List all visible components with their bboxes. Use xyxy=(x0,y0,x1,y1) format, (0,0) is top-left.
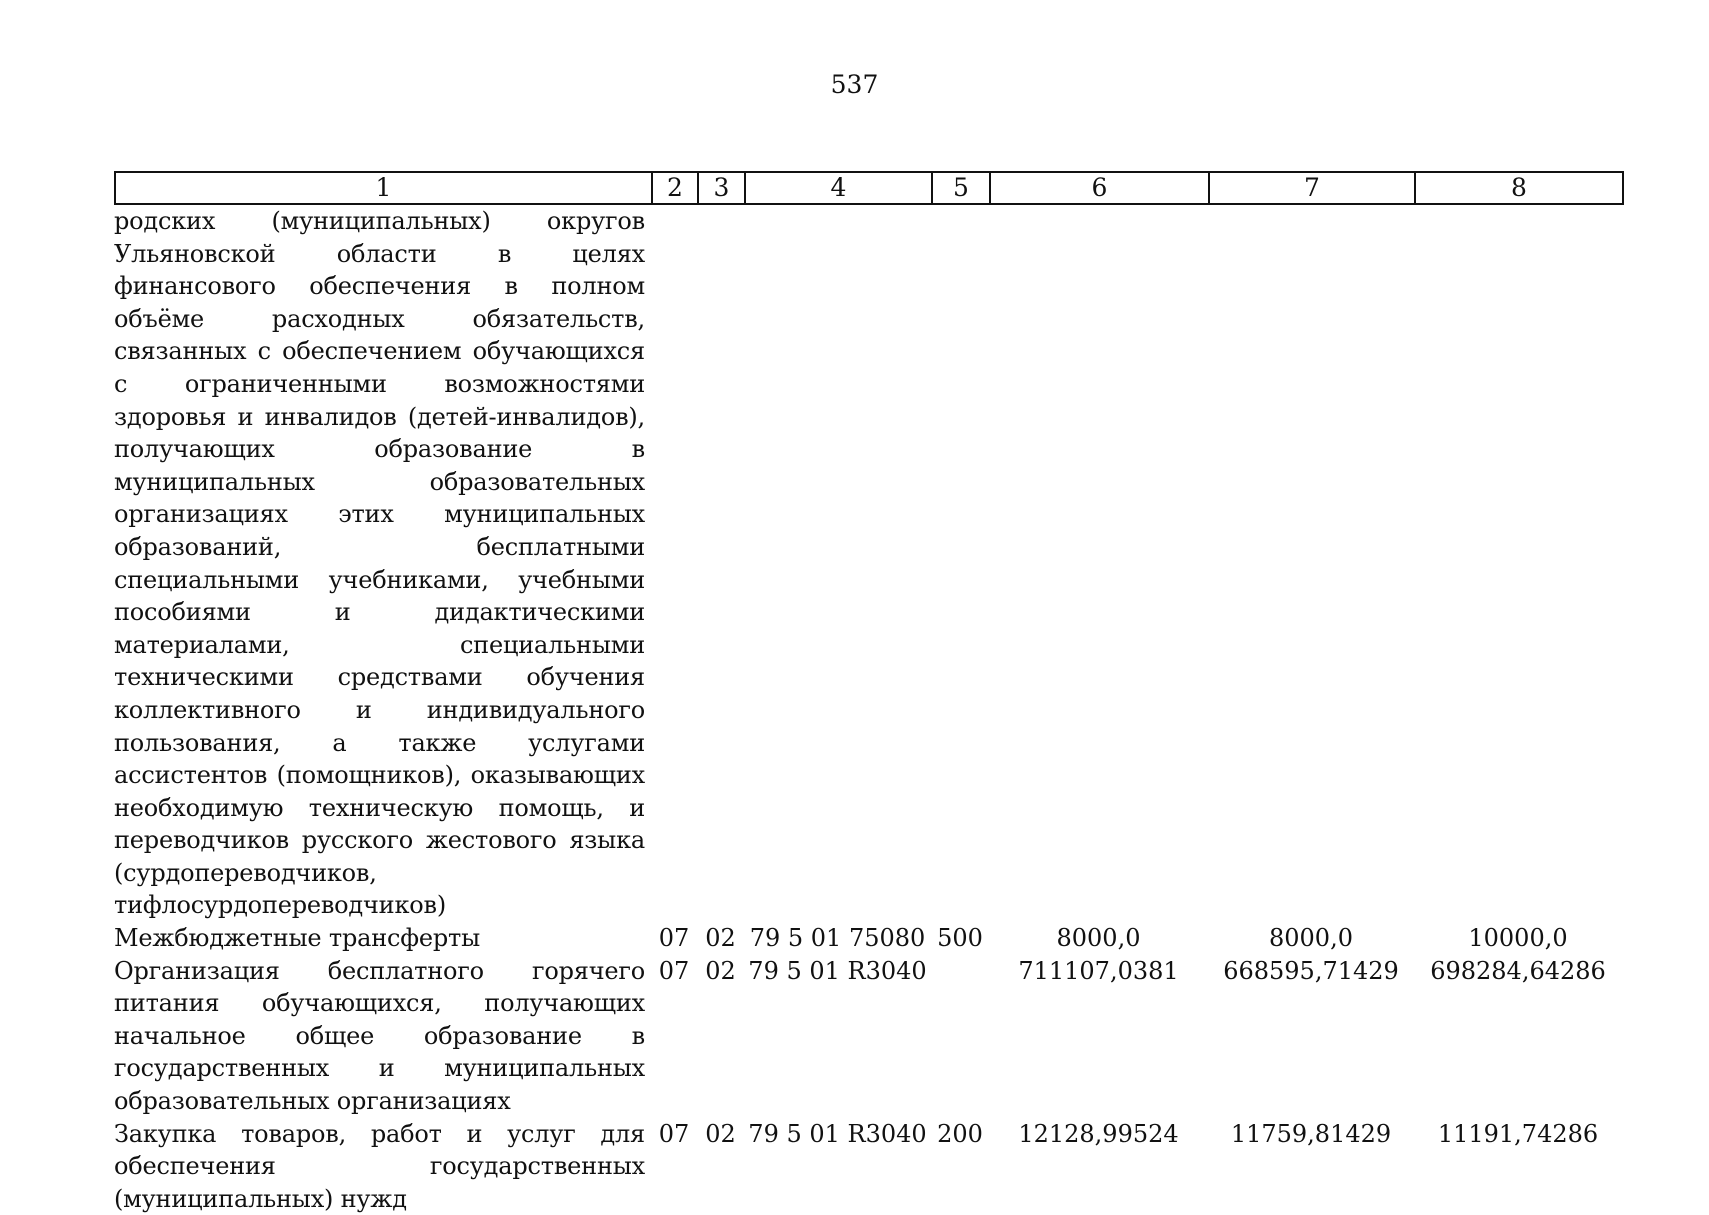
row-expense-type: 500 xyxy=(937,924,983,953)
row-target-code: 79 5 01 R3040 xyxy=(748,956,927,985)
row-name: Организация бесплатного горячего питания обучающихся, получающих начальное общее образование в государственных и муниципальных образовательных организациях xyxy=(114,956,645,1116)
row-subsection: 02 xyxy=(705,1119,736,1148)
header-col-8: 8 xyxy=(1415,172,1623,204)
row-expense-type: 200 xyxy=(937,1119,983,1148)
row-value-8: 10000,0 xyxy=(1468,924,1568,953)
row-subsection: 02 xyxy=(705,956,736,985)
table-header xyxy=(114,171,1624,205)
row-expense-type xyxy=(931,205,989,922)
row-target-code: 79 5 01 R3040 xyxy=(748,1119,927,1148)
header-col-6: 6 xyxy=(990,172,1209,204)
row-subsection: 02 xyxy=(705,924,736,953)
row-target-code xyxy=(744,205,931,922)
row-section: 07 xyxy=(658,1119,690,1148)
row-section xyxy=(651,205,697,922)
header-col-7: 7 xyxy=(1209,172,1415,204)
row-value-6: 8000,0 xyxy=(1056,924,1141,953)
row-section: 07 xyxy=(658,924,690,953)
row-value-6 xyxy=(989,205,1208,922)
row-value-6: 12128,99524 xyxy=(1018,1119,1179,1148)
table-row xyxy=(114,205,1622,922)
row-value-8: 11191,74286 xyxy=(1437,1119,1599,1148)
row-value-8: 698284,64286 xyxy=(1430,956,1606,985)
page-number: 537 xyxy=(830,70,879,99)
table-row xyxy=(114,1118,1622,1215)
header-row xyxy=(115,172,1623,204)
header-col-4: 4 xyxy=(745,172,932,204)
row-value-7: 11759,81429 xyxy=(1230,1119,1392,1148)
row-name: Межбюджетные трансферты xyxy=(114,924,480,953)
row-value-7: 668595,71429 xyxy=(1223,956,1399,985)
table-row xyxy=(114,955,1622,1118)
row-section: 07 xyxy=(658,956,690,985)
row-value-7 xyxy=(1208,205,1414,922)
row-value-6: 711107,0381 xyxy=(1018,956,1179,985)
row-target-code: 79 5 01 75080 xyxy=(749,924,926,953)
budget-table xyxy=(114,205,1622,1215)
row-expense-type xyxy=(931,955,989,1118)
row-value-8 xyxy=(1414,205,1622,922)
table-row xyxy=(114,922,1622,955)
row-value-7: 8000,0 xyxy=(1269,924,1353,953)
header-col-5: 5 xyxy=(932,172,990,204)
header-col-2: 2 xyxy=(652,172,698,204)
header-col-1: 1 xyxy=(115,172,652,204)
row-subsection xyxy=(697,205,744,922)
row-name: родских (муниципальных) округов Ульяновской области в целях финансового обеспечения в полном объёме расходных обязательств, связанных с обеспечением обучающихся с ограниченными возможностями здоровья и инвалидов (детей-инвалидов), получающих образование в муниципальных образовательных организациях этих муниципальных образований, бесплатными специальными учебниками, учебными пособиями и дидактическими материалами, специальными техническими средствами обучения коллективного и индивидуального пользования, а также услугами ассистентов (помощников), оказывающих необходимую техническую помощь, и переводчиков русского жестового языка (сурдопереводчиков, тифлосурдопереводчиков) xyxy=(114,207,645,920)
row-name: Закупка товаров, работ и услуг для обеспечения государственных (муниципальных) нужд xyxy=(114,1119,645,1213)
header-col-3: 3 xyxy=(698,172,745,204)
